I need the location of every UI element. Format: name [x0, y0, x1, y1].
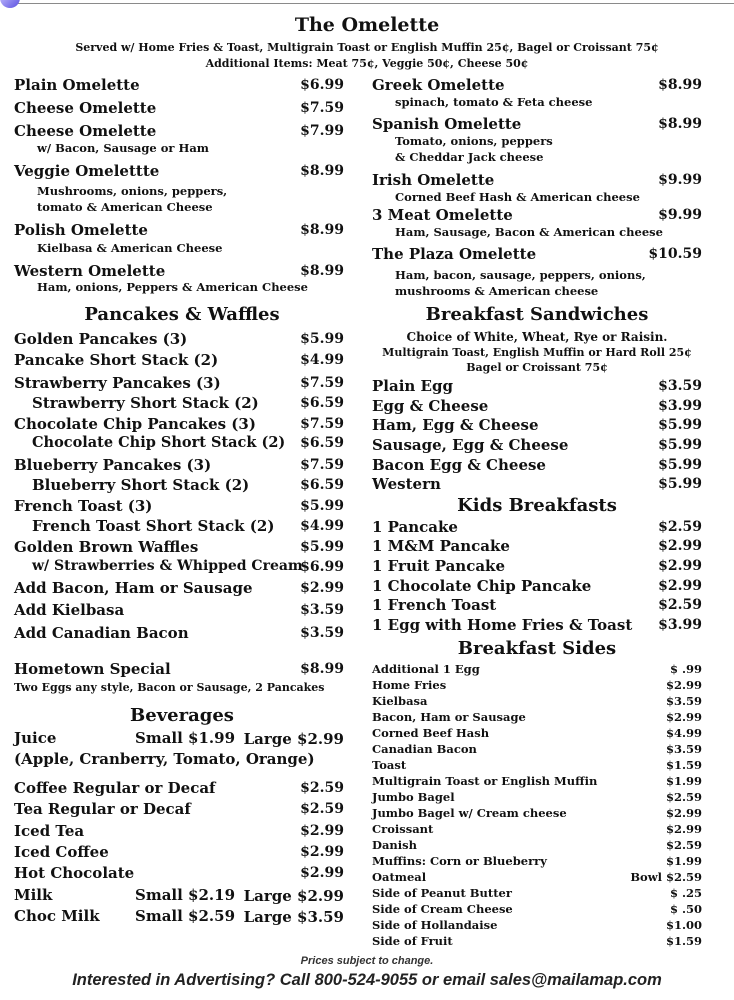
menu-item-price: $7.59 [300, 375, 344, 391]
menu-item-name: Chocolate Chip Pancakes (3) [14, 415, 256, 433]
side-item-price: $ .50 [669, 902, 702, 916]
menu-item-name: Add Kielbasa [14, 601, 125, 619]
side-item-price: $2.59 [665, 838, 702, 852]
menu-item-name: Western [372, 475, 441, 493]
menu-item-name: Veggie Omelettte [14, 162, 160, 180]
side-item-price: $3.59 [665, 742, 702, 756]
side-item-price: Bowl $2.59 [630, 870, 702, 884]
menu-item-name: Add Canadian Bacon [14, 624, 189, 642]
menu-item-description: mushrooms & American cheese [395, 284, 599, 298]
menu-item-price: $5.99 [658, 417, 702, 433]
menu-item-price: $8.99 [658, 116, 702, 132]
hometown-special-name: Hometown Special [14, 660, 171, 678]
menu-item-price: $6.59 [300, 477, 344, 493]
menu-item-price: $2.59 [658, 597, 702, 613]
menu-item-name: Hot Chocolate [14, 864, 135, 882]
menu-item-price: $6.59 [300, 435, 344, 451]
menu-item-name: Golden Pancakes (3) [14, 330, 188, 348]
menu-item-price: $5.99 [300, 498, 344, 514]
menu-item-price: $8.99 [300, 163, 344, 179]
side-item-price: $2.99 [665, 822, 702, 836]
bread-choice-note: Choice of White, Wheat, Rye or Raisin. [406, 330, 668, 344]
menu-item-price: $2.99 [658, 538, 702, 554]
side-item-name: Danish [372, 838, 417, 852]
menu-item-name: 1 M&M Pancake [372, 537, 510, 555]
menu-item-price: $2.99 [300, 865, 344, 881]
menu-item-name: Irish Omelette [372, 171, 495, 189]
menu-item-price: $2.99 [658, 578, 702, 594]
menu-item-name: Bacon Egg & Cheese [372, 456, 546, 474]
menu-item-price: $2.99 [300, 844, 344, 860]
menu-item-name: Egg & Cheese [372, 397, 489, 415]
menu-item-name: Ham, Egg & Cheese [372, 416, 539, 434]
menu-item-name: Spanish Omelette [372, 115, 522, 133]
menu-item-price: $2.99 [300, 823, 344, 839]
side-item-price: $ .99 [669, 662, 702, 676]
menu-item-name: Juice [14, 729, 57, 747]
menu-item-name: Coffee Regular or Decaf [14, 779, 216, 797]
menu-item-name: Strawberry Short Stack (2) [32, 394, 259, 412]
side-item-price: $2.99 [665, 710, 702, 724]
side-item-price: $2.99 [665, 806, 702, 820]
menu-item-price: $3.59 [658, 378, 702, 394]
menu-item-price: $6.99 [300, 559, 344, 575]
menu-item-name: 1 French Toast [372, 596, 497, 614]
bagel-upcharge-note: Bagel or Croissant 75¢ [466, 361, 608, 374]
large-size-price: Large $2.99 [243, 730, 344, 748]
omelette-additional-items: Additional Items: Meat 75¢, Veggie 50¢, Cheese 50¢ [205, 57, 529, 70]
top-border-line [12, 3, 734, 4]
menu-item-name: Plain Omelette [14, 76, 140, 94]
side-item-price: $1.59 [665, 934, 702, 948]
side-item-price: $1.59 [665, 758, 702, 772]
menu-item-name: Tea Regular or Decaf [14, 800, 191, 818]
menu-item-name: Milk [14, 886, 53, 904]
side-item-name: Additional 1 Egg [372, 662, 480, 676]
beverages-section-title: Beverages [130, 705, 234, 726]
menu-item-price: $8.99 [300, 263, 344, 279]
menu-item-name: French Toast (3) [14, 497, 153, 515]
menu-item-name: Plain Egg [372, 377, 453, 395]
menu-item-price: $7.99 [300, 123, 344, 139]
menu-item-description: Ham, Sausage, Bacon & American cheese [395, 225, 663, 239]
menu-item-name: Golden Brown Waffles [14, 538, 199, 556]
large-size-price: Large $2.99 [243, 887, 344, 905]
menu-item-price: $2.59 [300, 801, 344, 817]
menu-item-price: $5.99 [300, 331, 344, 347]
menu-item-description: Tomato, onions, peppers [395, 134, 553, 148]
menu-item-price: $5.99 [658, 457, 702, 473]
menu-item-price: $2.59 [300, 780, 344, 796]
menu-item-name: Cheese Omelette [14, 122, 157, 140]
omelette-title: The Omelette [294, 14, 440, 36]
menu-item-name: 1 Pancake [372, 518, 458, 536]
menu-item-name: Chocolate Chip Short Stack (2) [32, 434, 286, 451]
menu-item-price: $7.59 [300, 457, 344, 473]
side-item-name: Canadian Bacon [372, 742, 477, 756]
side-item-name: Kielbasa [372, 694, 428, 708]
menu-item-price: $9.99 [658, 207, 702, 223]
menu-item-name: Sausage, Egg & Cheese [372, 436, 569, 454]
menu-item-name: Add Bacon, Ham or Sausage [14, 579, 253, 597]
menu-item-name: Iced Coffee [14, 843, 109, 861]
bread-upcharge-note: Multigrain Toast, English Muffin or Hard Roll 25¢ [382, 346, 692, 359]
side-item-name: Side of Peanut Butter [372, 886, 512, 900]
menu-item-price: $3.99 [658, 398, 702, 414]
side-item-price: $ .25 [669, 886, 702, 900]
side-item-name: Bacon, Ham or Sausage [372, 710, 526, 724]
advertising-contact-line: Interested in Advertising? Call 800-524-9055 or email sales@mailamap.com [72, 971, 662, 989]
menu-item-price: $5.99 [300, 539, 344, 555]
menu-item-description: Corned Beef Hash & American cheese [395, 190, 640, 204]
side-item-name: Toast [372, 758, 407, 772]
menu-item-name: French Toast Short Stack (2) [32, 517, 275, 535]
corner-decoration [0, 0, 22, 10]
small-size-price: Small $1.99 [135, 729, 236, 747]
side-item-name: Oatmeal [372, 870, 427, 884]
side-item-price: $1.99 [665, 774, 702, 788]
menu-item-price: $2.59 [658, 519, 702, 535]
hometown-special-description: Two Eggs any style, Bacon or Sausage, 2 Pancakes [14, 681, 325, 694]
side-item-name: Side of Fruit [372, 934, 453, 948]
menu-item-price: $8.99 [300, 222, 344, 238]
menu-item-name: Strawberry Pancakes (3) [14, 374, 221, 392]
menu-item-description: Ham, bacon, sausage, peppers, onions, [395, 268, 646, 282]
small-size-price: Small $2.59 [135, 907, 236, 925]
menu-item-price: $3.99 [658, 617, 702, 633]
menu-item-name: 1 Chocolate Chip Pancake [372, 577, 592, 595]
menu-item-description: Kielbasa & American Cheese [37, 241, 223, 255]
menu-item-price: $8.99 [658, 77, 702, 93]
menu-item-price: $5.99 [658, 437, 702, 453]
menu-item-price: $4.99 [300, 352, 344, 368]
side-item-name: Jumbo Bagel w/ Cream cheese [372, 806, 567, 820]
kids-section-title: Kids Breakfasts [457, 495, 617, 516]
menu-item-name: Polish Omelette [14, 221, 148, 239]
side-item-price: $4.99 [665, 726, 702, 740]
juice-flavors: (Apple, Cranberry, Tomato, Orange) [14, 750, 315, 768]
menu-item-price: $9.99 [658, 172, 702, 188]
menu-item-price: $2.99 [658, 558, 702, 574]
menu-item-name: w/ Strawberries & Whipped Cream [32, 558, 303, 574]
side-item-price: $3.59 [665, 694, 702, 708]
small-size-price: Small $2.19 [135, 886, 236, 904]
side-item-name: Home Fries [372, 678, 447, 692]
menu-item-name: 3 Meat Omelette [372, 206, 513, 224]
menu-item-description: w/ Bacon, Sausage or Ham [37, 141, 209, 155]
menu-item-description: & Cheddar Jack cheese [395, 150, 544, 164]
menu-item-description: tomato & American Cheese [37, 200, 213, 214]
menu-item-description: Mushrooms, onions, peppers, [37, 184, 228, 198]
omelette-sides-note: Served w/ Home Fries & Toast, Multigrain Toast or English Muffin 25¢, Bagel or Croissant 75¢ [75, 41, 659, 54]
side-item-price: $2.59 [665, 790, 702, 804]
menu-item-name: Cheese Omelette [14, 99, 157, 117]
menu-item-price: $4.99 [300, 518, 344, 534]
menu-item-price: $3.59 [300, 625, 344, 641]
menu-item-name: Pancake Short Stack (2) [14, 351, 219, 369]
menu-item-name: Western Omelette [14, 262, 166, 280]
menu-item-name: 1 Egg with Home Fries & Toast [372, 616, 633, 634]
menu-item-name: 1 Fruit Pancake [372, 557, 505, 575]
menu-item-price: $5.99 [658, 476, 702, 492]
side-item-name: Side of Cream Cheese [372, 902, 513, 916]
side-item-name: Corned Beef Hash [372, 726, 490, 740]
pancakes-section-title: Pancakes & Waffles [84, 304, 280, 325]
large-size-price: Large $3.59 [243, 908, 344, 926]
sandwiches-section-title: Breakfast Sandwiches [425, 304, 649, 325]
menu-item-price: $6.59 [300, 395, 344, 411]
hometown-special-price: $8.99 [300, 661, 344, 677]
menu-item-price: $3.59 [300, 602, 344, 618]
menu-item-price: $2.99 [300, 580, 344, 596]
side-item-name: Side of Hollandaise [372, 918, 498, 932]
side-item-name: Muffins: Corn or Blueberry [372, 854, 547, 868]
menu-item-name: The Plaza Omelette [372, 245, 537, 263]
menu-item-description: spinach, tomato & Feta cheese [395, 95, 593, 109]
side-item-price: $1.00 [665, 918, 702, 932]
menu-item-name: Iced Tea [14, 822, 85, 840]
menu-item-price: $10.59 [648, 246, 702, 262]
prices-subject-to-change-note: Prices subject to change. [300, 955, 434, 967]
side-item-name: Multigrain Toast or English Muffin [372, 774, 598, 788]
sides-section-title: Breakfast Sides [457, 638, 617, 659]
menu-item-name: Greek Omelette [372, 76, 505, 94]
side-item-name: Croissant [372, 822, 434, 836]
menu-item-name: Blueberry Short Stack (2) [32, 476, 250, 494]
side-item-price: $2.99 [665, 678, 702, 692]
menu-item-name: Choc Milk [14, 907, 100, 925]
menu-item-price: $7.59 [300, 100, 344, 116]
menu-item-description: Ham, onions, Peppers & American Cheese [37, 280, 308, 294]
side-item-name: Jumbo Bagel [372, 790, 455, 804]
menu-item-price: $6.99 [300, 77, 344, 93]
side-item-price: $1.99 [665, 854, 702, 868]
menu-item-name: Blueberry Pancakes (3) [14, 456, 212, 474]
menu-item-price: $7.59 [300, 416, 344, 432]
